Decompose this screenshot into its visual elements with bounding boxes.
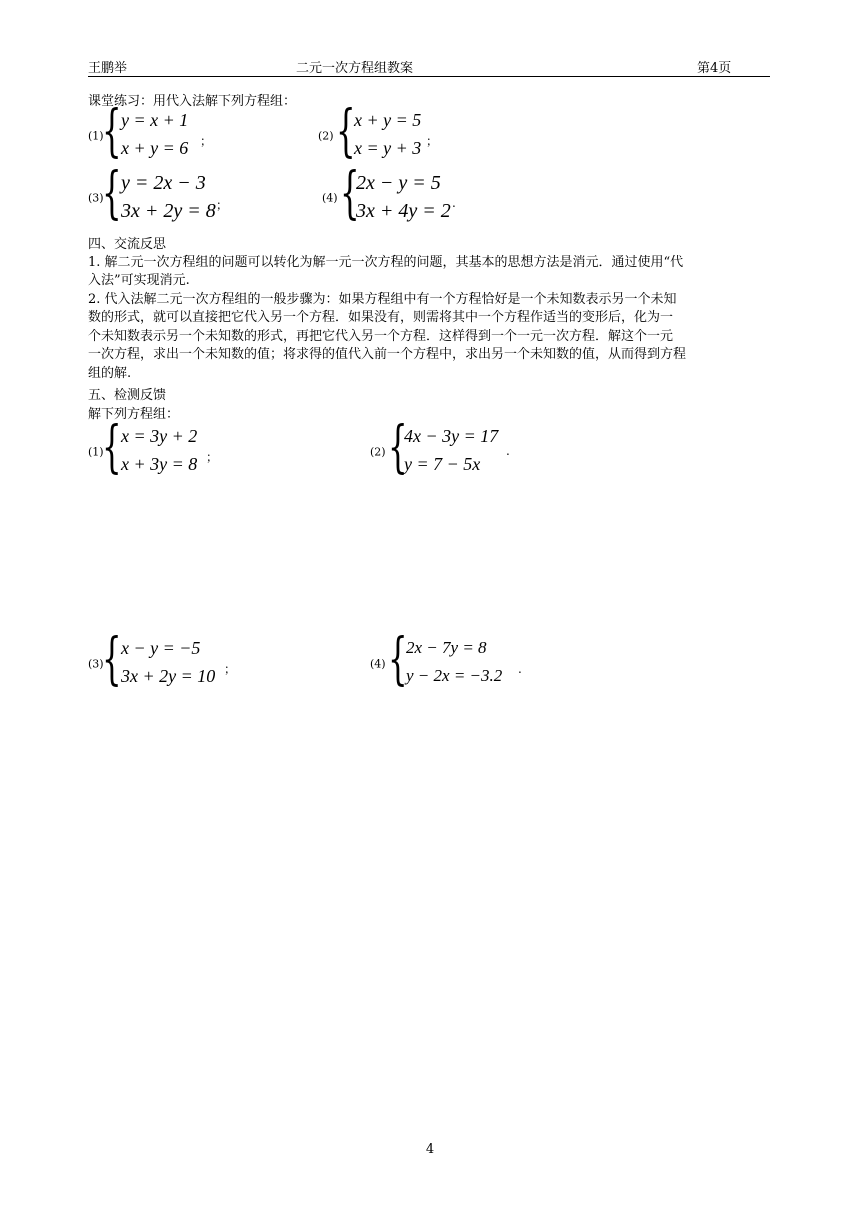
equation-1: 2x − 7y = 8 (406, 638, 487, 657)
equation-2: x = y + 3 (354, 138, 422, 158)
system-number: (2) (370, 445, 386, 459)
reflection-line: 个未知数表示另一个未知数的形式，再把它代入另一个方程．这样得到一个一元一次方程．解这个一元 (88, 329, 674, 344)
header-page: 第4页 (697, 61, 732, 76)
equation-1: x = 3y + 2 (121, 426, 198, 446)
brace-icon: { (340, 161, 360, 226)
reflection-line: 2. 代入法解二元一次方程组的一般步骤为：如果方程组中有一个方程恰好是一个未知数表示另一个未知 (88, 292, 677, 307)
equation-2: x + y = 6 (121, 138, 189, 158)
system-number: (1) (88, 129, 104, 143)
practice-system-4 (322, 161, 482, 226)
reflection-heading: 四、交流反思 (88, 237, 167, 252)
brace-icon: { (336, 99, 356, 164)
feedback-system-1 (88, 415, 228, 480)
brace-icon: { (102, 99, 122, 164)
equation-1: x + y = 5 (354, 110, 422, 130)
reflection-line: 入法”可实现消元. (88, 273, 190, 288)
system-number: (4) (370, 657, 386, 671)
punctuation: . (452, 196, 456, 210)
equation-2: 3x + 2y = 10 (121, 666, 216, 686)
page-number: 4 (425, 1142, 435, 1157)
system-number: (3) (88, 657, 104, 671)
punctuation: ； (206, 450, 219, 464)
feedback-system-4 (370, 627, 540, 692)
header-rule (88, 76, 770, 77)
punctuation: ； (200, 134, 213, 148)
practice-system-1 (88, 99, 228, 164)
brace-icon: { (102, 627, 122, 692)
system-number: (4) (322, 191, 338, 205)
reflection-line: 数的形式，就可以直接把它代入另一个方程．如果没有，则需将其中一个方程作适当的变形后，化为一 (88, 310, 674, 325)
reflection-line: 一次方程，求出一个未知数的值；将求得的值代入前一个方程中，求出另一个未知数的值，从而得到方程 (88, 347, 687, 362)
equation-2: y − 2x = −3.2 (406, 666, 503, 685)
system-number: (2) (318, 129, 334, 143)
system-number: (1) (88, 445, 104, 459)
feedback-system-3 (88, 627, 248, 692)
header-author: 王鹏举 (88, 61, 128, 76)
equation-2: x + 3y = 8 (121, 454, 198, 474)
feedback-system-2 (370, 415, 530, 480)
punctuation: ； (426, 134, 439, 148)
system-number: (3) (88, 191, 104, 205)
equation-2: y = 7 − 5x (404, 454, 481, 474)
equation-1: 4x − 3y = 17 (404, 426, 499, 446)
practice-system-3 (88, 161, 248, 226)
header-title: 二元一次方程组教案 (296, 61, 414, 76)
brace-icon: { (388, 415, 408, 480)
punctuation: ； (224, 662, 237, 676)
equation-2: 3x + 4y = 2 (356, 200, 451, 222)
punctuation: . (518, 662, 522, 676)
brace-icon: { (102, 161, 122, 226)
feedback-heading: 五、检测反馈 (88, 388, 167, 403)
punctuation: . (506, 444, 510, 458)
brace-icon: { (102, 415, 122, 480)
equation-1: y = 2x − 3 (121, 172, 206, 194)
equation-1: 2x − y = 5 (356, 172, 441, 194)
brace-icon: { (388, 627, 408, 692)
practice-heading: 课堂练习：用代入法解下列方程组： (88, 94, 297, 109)
feedback-instruction: 解下列方程组： (88, 407, 180, 422)
reflection-line: 1. 解二元一次方程组的问题可以转化为解一元一次方程的问题，其基本的思想方法是消元．通过使用“代 (88, 255, 684, 270)
equation-1: x − y = −5 (121, 638, 201, 658)
equation-1: y = x + 1 (121, 110, 189, 130)
practice-system-2 (318, 99, 458, 164)
reflection-line: 组的解. (88, 366, 132, 381)
punctuation: ； (216, 198, 229, 212)
equation-2: 3x + 2y = 8 (121, 200, 216, 222)
